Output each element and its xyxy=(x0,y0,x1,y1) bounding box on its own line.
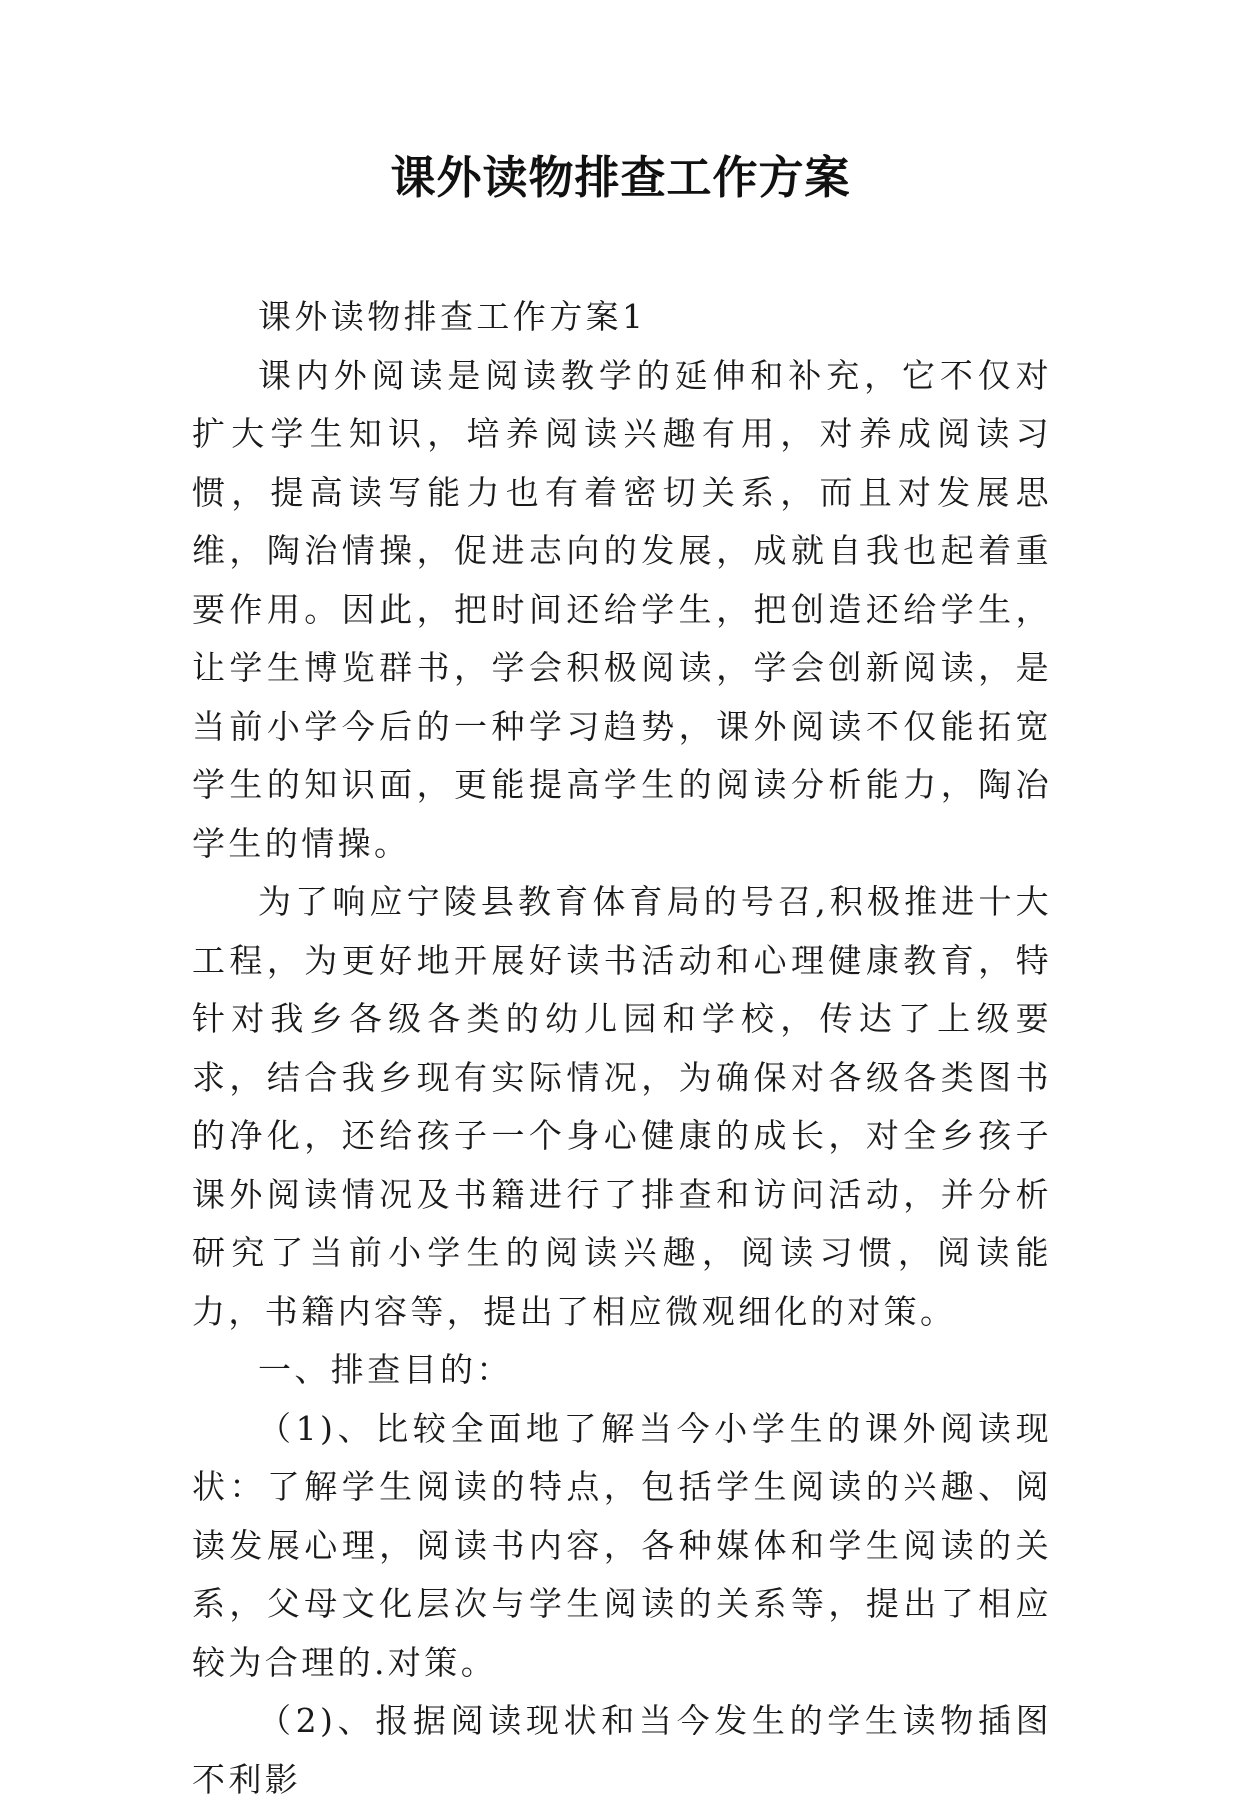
document-body xyxy=(192,288,1052,1809)
paragraph: 为了响应宁陵县教育体育局的号召,积极推进十大工程，为更好地开展好读书活动和心理健康教育，特针对我乡各级各类的幼儿园和学校，传达了上级要求，结合我乡现有实际情况，为确保对各级各类图书的净化，还给孩子一个身心健康的成长，对全乡孩子课外阅读情况及书籍进行了排查和访问活动，并分析研究了当前小学生的阅读兴趣，阅读习惯，阅读能力，书籍内容等，提出了相应微观细化的对策。 xyxy=(192,882,1052,1331)
document-title: 课外读物排查工作方案 xyxy=(390,151,851,204)
paragraph: 课内外阅读是阅读教学的延伸和补充，它不仅对扩大学生知识，培养阅读兴趣有用，对养成阅读习惯，提高读写能力也有着密切关系，而且对发展思维，陶治情操，促进志向的发展，成就自我也起着重要作用。因此，把时间还给学生，把创造还给学生，让学生博览群书，学会积极阅读，学会创新阅读，是当前小学今后的一种学习趋势，课外阅读不仅能拓宽学生的知识面，更能提高学生的阅读分析能力，陶冶学生的情操。 xyxy=(192,355,1052,863)
paragraph-heading: 课外读物排查工作方案1 xyxy=(258,297,647,336)
paragraph: （1)、比较全面地了解当今小学生的课外阅读现状：了解学生阅读的特点，包括学生阅读的兴趣、阅读发展心理，阅读书内容，各种媒体和学生阅读的关系，父母文化层次与学生阅读的关系等，提出了相应较为合理的.对策。 xyxy=(192,1408,1052,1682)
paragraph: （2)、报据阅读现状和当今发生的学生读物插图不利影 xyxy=(192,1701,1052,1799)
section-heading: 一、排查目的： xyxy=(258,1350,513,1389)
